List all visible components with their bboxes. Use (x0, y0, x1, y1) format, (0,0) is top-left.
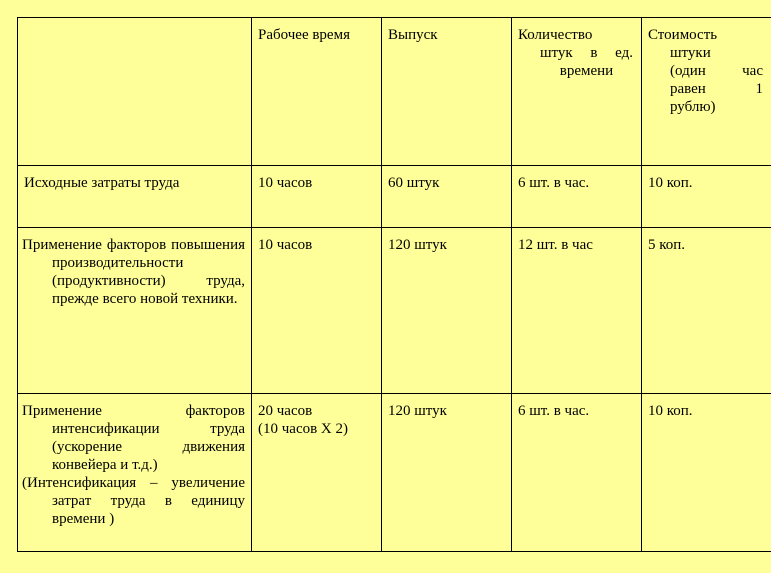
cell-work-time-value: 20 часов (258, 403, 313, 419)
header-qty-line-2: штук в ед. (540, 45, 633, 61)
header-cost-line-5: рублю) (670, 99, 716, 115)
cell-work-time-note: (10 часов Х 2) (258, 421, 349, 437)
row-label: Исходные затраты труда (18, 166, 252, 228)
header-cost-line-4: равен 1 (670, 81, 763, 97)
cell-quantity: 6 шт. в час. (512, 166, 642, 228)
cell-quantity: 12 шт. в час (512, 228, 642, 394)
header-cost-line-1: Стоимость (648, 27, 718, 43)
cell-quantity: 6 шт. в час. (512, 394, 642, 552)
cell-cost: 10 коп. (642, 394, 771, 552)
header-qty-line-1: Количество (518, 27, 593, 43)
cell-cost: 5 коп. (642, 228, 771, 394)
cell-output: 60 штук (382, 166, 512, 228)
table-row (18, 166, 771, 228)
cell-cost: 10 коп. (642, 166, 771, 228)
header-cell-empty (18, 18, 252, 166)
labor-table (17, 17, 771, 552)
row-label (18, 228, 252, 394)
cell-work-time: 10 часов (252, 228, 382, 394)
header-cell-quantity (512, 18, 642, 166)
cell-output: 120 штук (382, 228, 512, 394)
header-cell-work-time: Рабочее время (252, 18, 382, 166)
table-header-row (18, 18, 771, 166)
table-row (18, 228, 771, 394)
table-row (18, 394, 771, 552)
cell-work-time (252, 394, 382, 552)
header-qty-line-3: времени (559, 63, 614, 79)
cell-work-time: 10 часов (252, 166, 382, 228)
row-label (18, 394, 252, 552)
row-label-text: Применение факторов повышения производительности (продуктивности) труда, прежде всего новой техники. (22, 237, 245, 307)
header-cell-cost (642, 18, 771, 166)
header-cell-output: Выпуск (382, 18, 512, 166)
cell-output: 120 штук (382, 394, 512, 552)
header-cost-line-3: (один час (670, 63, 763, 79)
row-label-note: (Интенсификация – увеличение затрат труда в единицу времени ) (22, 475, 245, 527)
header-cost-line-2: штуки (670, 45, 711, 61)
row-label-text: Применение факторов интенсификации труда (ускорение движения конвейера и т.д.) (22, 403, 245, 473)
